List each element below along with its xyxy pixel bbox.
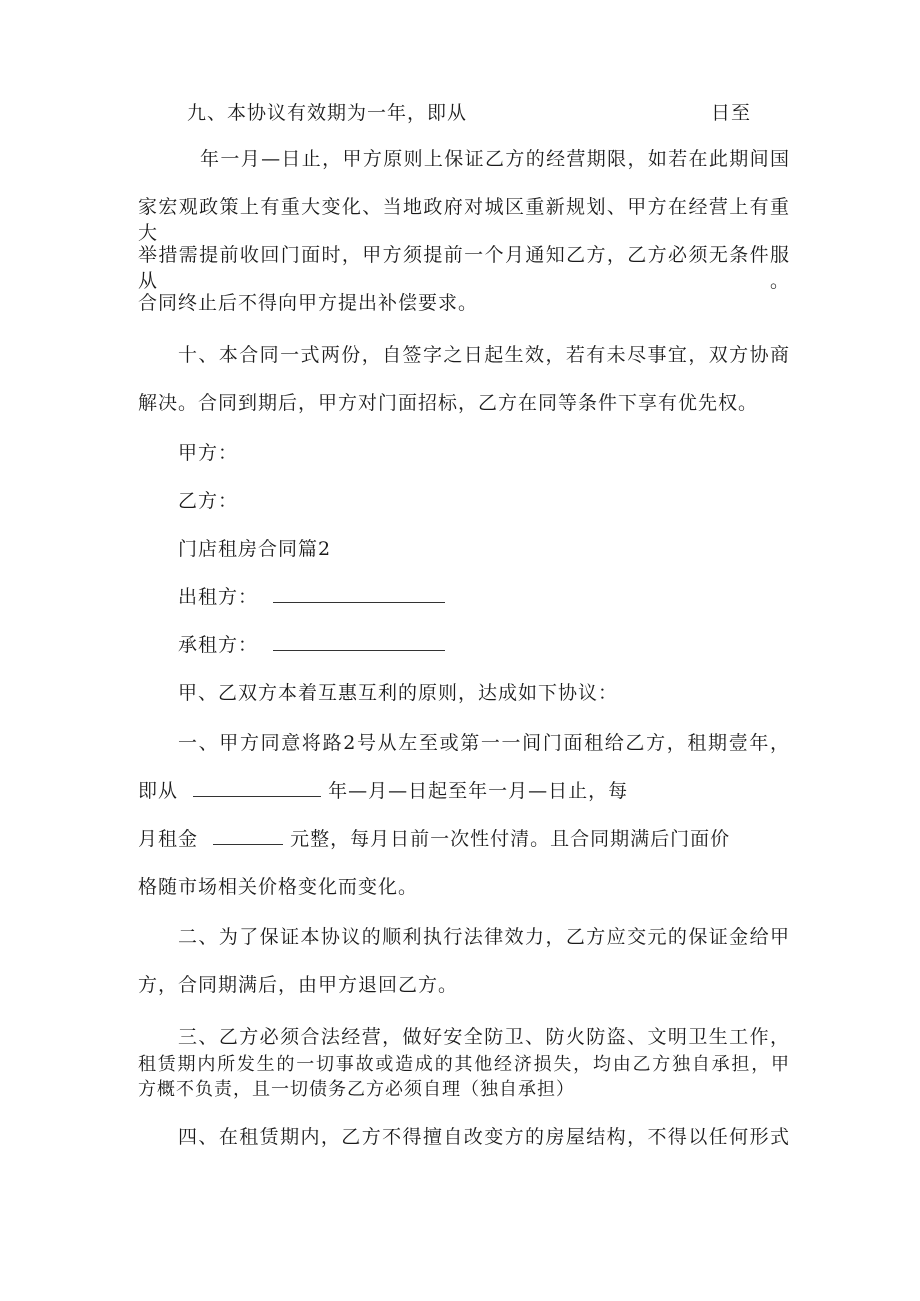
rent-terms-text: 元整，每月日前一次性付清。且合同期满后门面价 (290, 828, 731, 850)
agreement-intro: 甲、乙双方本着互惠互利的原则，达成如下协议： (178, 682, 619, 704)
lessee-line (178, 632, 445, 658)
rent-amount-blank (213, 826, 283, 845)
rent-label: 月租金 (138, 828, 199, 850)
lessee-blank (273, 632, 445, 651)
lessor-label: 出租方： (178, 586, 259, 608)
party-b-label: 乙方： (178, 490, 239, 512)
clause-10-line-1: 十、本合同一式两份，自签字之日起生效，若有未尽事宜，双方协商 (178, 344, 790, 366)
clause-9-line-3: 家宏观政策上有重大变化、当地政府对城区重新规划、甲方在经营上有重大 (138, 196, 790, 244)
clause-1-line-4: 格随市场相关价格变化而变化。 (138, 876, 419, 898)
clause-3-line-3: 方概不负责，且一切债务乙方必须自理（独自承担） (138, 1079, 575, 1100)
date-range-text: 年—月—日起至年一月—日止，每 (328, 780, 629, 802)
clause-1-line-2 (138, 778, 628, 804)
lessee-label: 承租方： (178, 634, 259, 656)
clause-9-line-4: 举措需提前收回门面时，甲方须提前一个月通知乙方，乙方必须无条件服从。 (138, 244, 790, 292)
start-date-blank (193, 778, 321, 797)
party-a-label: 甲方： (178, 442, 239, 464)
clause-9-start-text: 九、本协议有效期为一年，即从 (187, 102, 468, 124)
lessor-blank (273, 584, 445, 603)
clause-9-line-1 (187, 100, 467, 126)
clause-1-line-1: 一、甲方同意将路2号从左至或第一一间门面租给乙方，租期壹年， (178, 732, 790, 754)
clause-4-line-1: 四、在租赁期内，乙方不得擅自改变方的房屋结构，不得以任何形式 (178, 1126, 790, 1148)
lessor-line (178, 584, 445, 610)
clause-9-line-2: 年一月—日止，甲方原则上保证乙方的经营期限，如若在此期间国 (200, 148, 790, 170)
clause-9-line-5: 合同终止后不得向甲方提出补偿要求。 (138, 292, 479, 314)
clause-9-date-to (711, 100, 751, 126)
clause-2-line-2: 方，合同期满后，由甲方退回乙方。 (138, 974, 459, 996)
clause-10-line-2: 解决。合同到期后，甲方对门面招标，乙方在同等条件下享有优先权。 (138, 392, 759, 414)
clause-3-line-2: 租赁期内所发生的一切事故或造成的其他经济损失，均由乙方独自承担，甲 (138, 1054, 790, 1075)
date-to-text: 日至 (711, 102, 752, 124)
clause-3-line-1: 三、乙方必须合法经营，做好安全防卫、防火防盗、文明卫生工作， (178, 1026, 790, 1048)
clause-2-line-1: 二、为了保证本协议的顺利执行法律效力，乙方应交元的保证金给甲 (178, 926, 790, 948)
clause-1-line-3 (138, 826, 730, 852)
from-label: 即从 (138, 780, 179, 802)
section-title: 门店租房合同篇2 (178, 538, 332, 560)
